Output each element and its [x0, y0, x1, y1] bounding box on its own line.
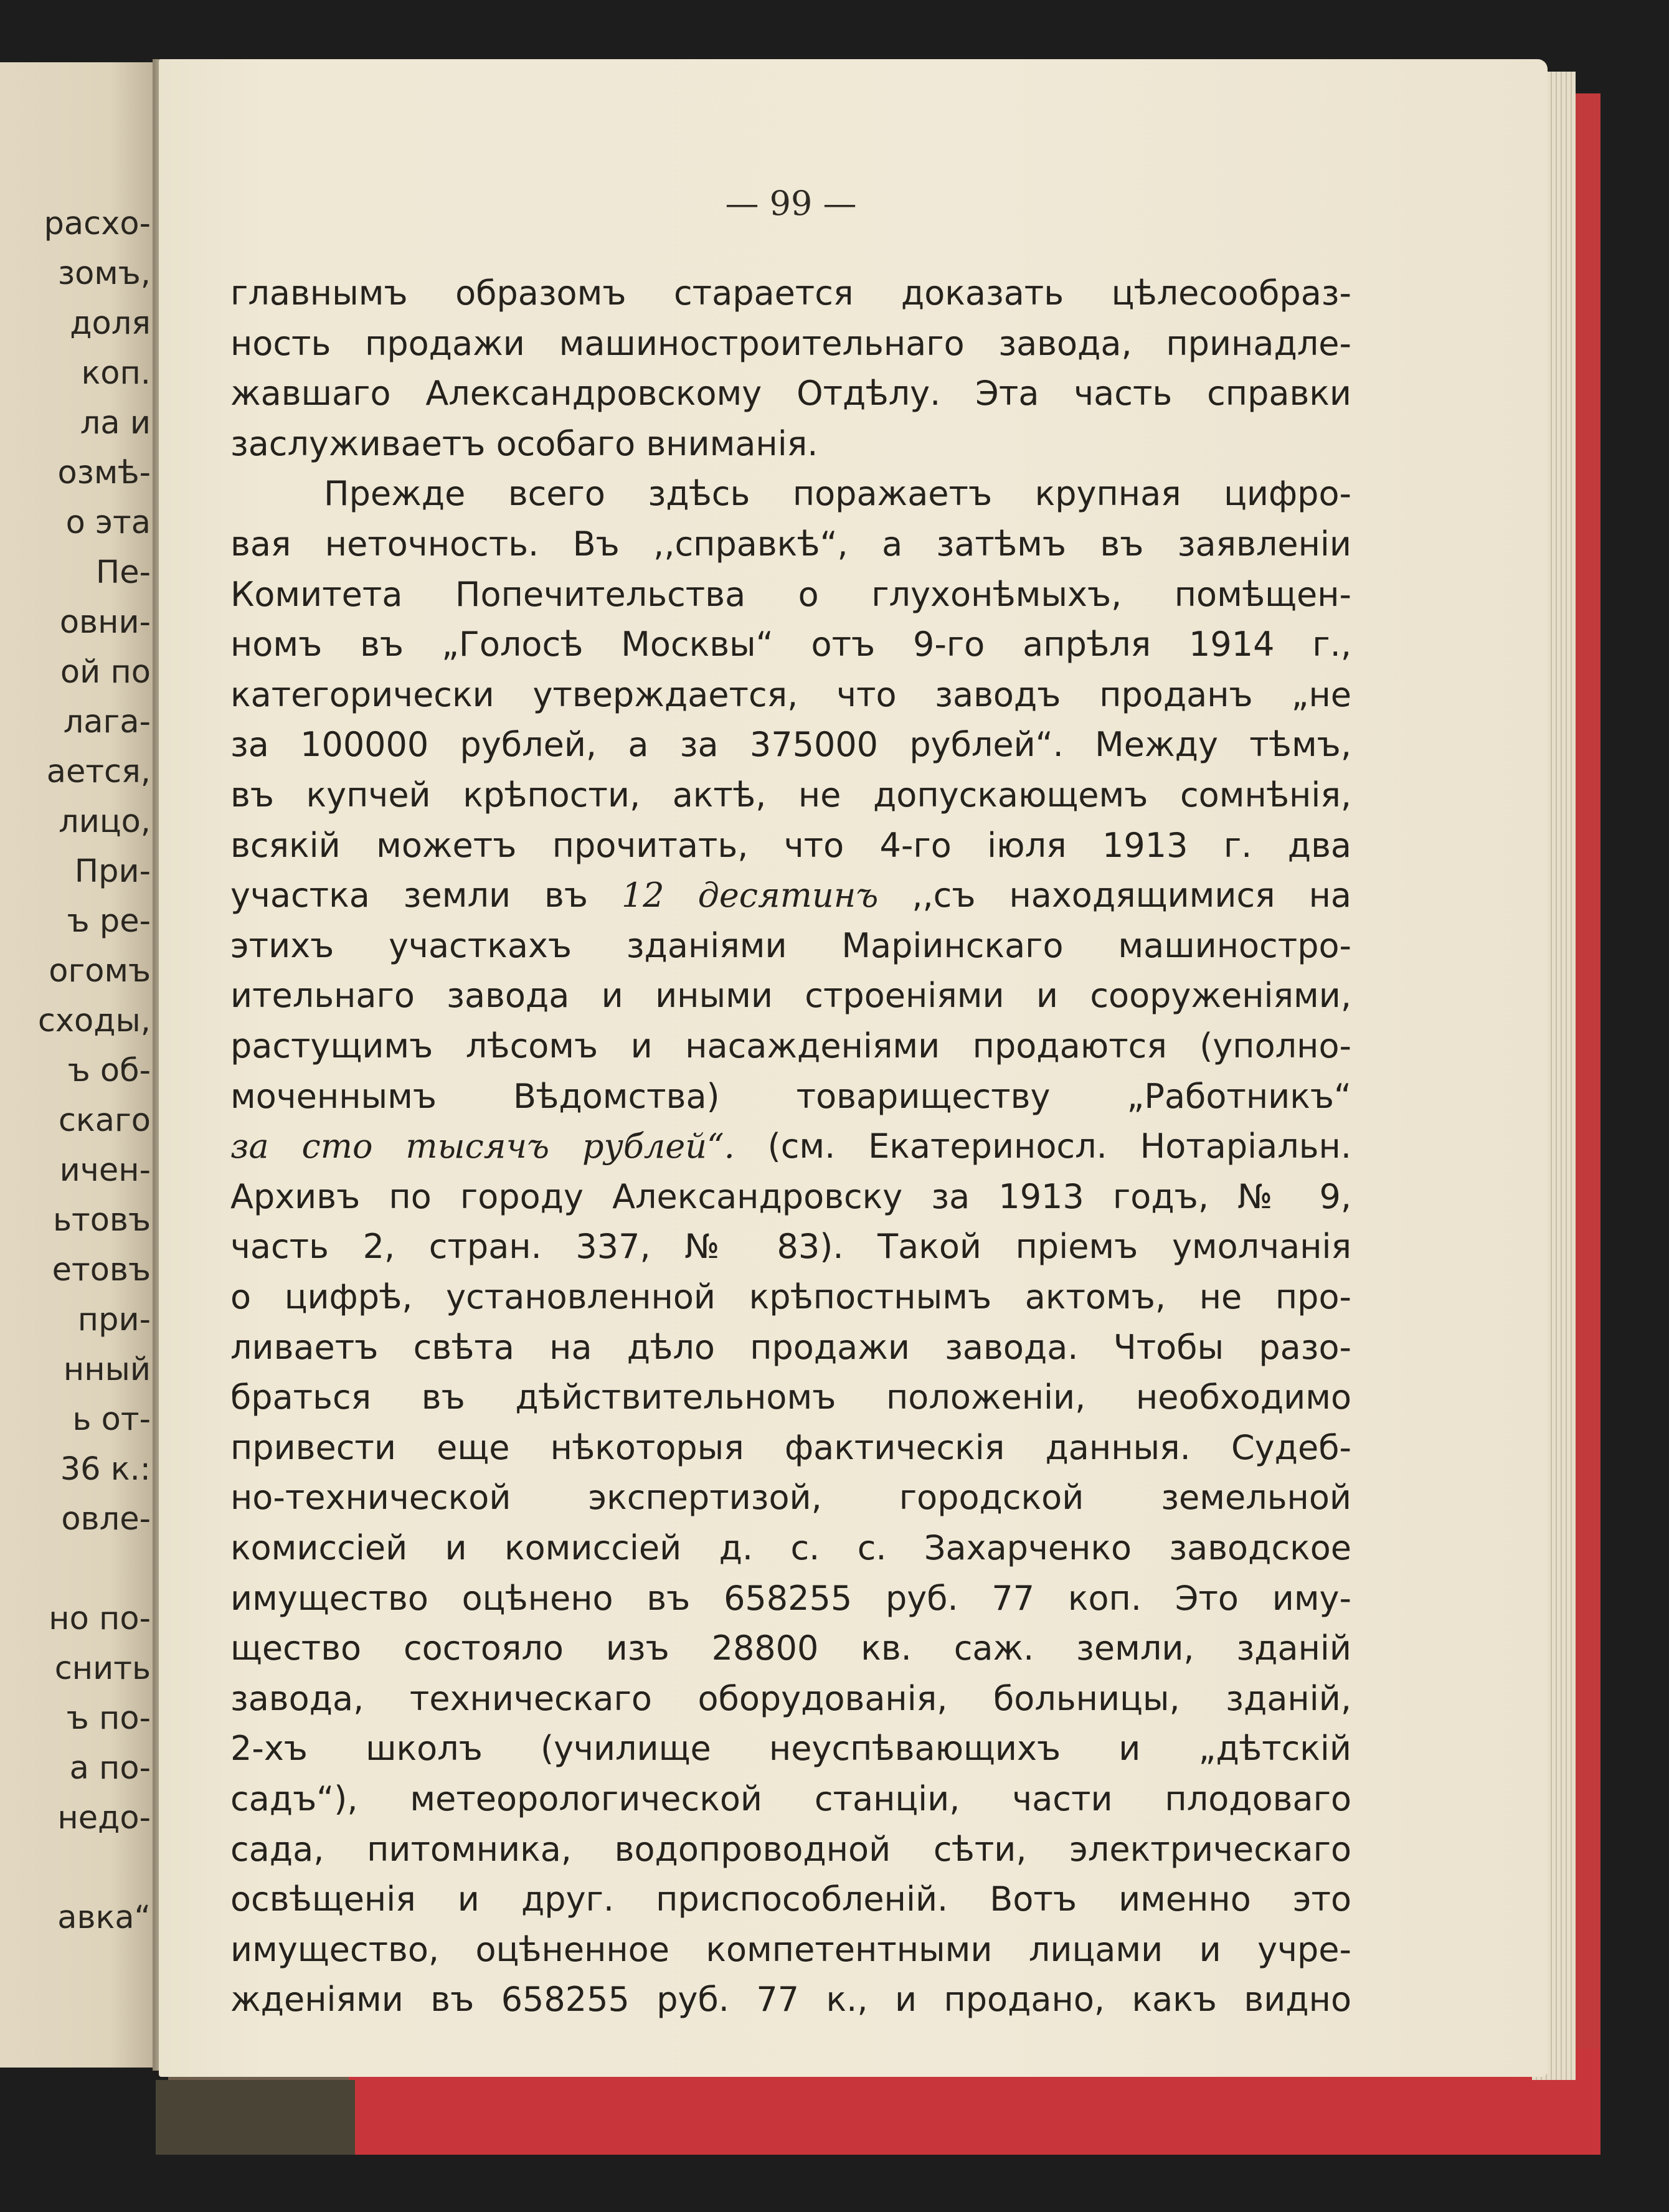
text-line: но-технической экспертизой, городской земельной	[230, 1478, 1351, 1518]
text-segment: (см. Екатериносл. Нотаріальн.	[734, 1127, 1351, 1166]
previous-page-text-fragment: а по-	[69, 1750, 151, 1787]
book-board-corner	[156, 2080, 355, 2155]
text-line: Прежде всего здѣсь поражаетъ крупная цифро-	[324, 474, 1351, 514]
text-line: категорически утверждается, что заводъ проданъ „не	[230, 674, 1351, 714]
previous-page-text-fragment: ьтовъ	[52, 1202, 151, 1239]
text-line	[230, 871, 1351, 920]
text-line: комиссіей и комиссіей д. с. с. Захарченко заводское	[230, 1528, 1351, 1567]
text-line: этихъ участкахъ зданіями Маріинскаго машиностро-	[230, 925, 1351, 965]
previous-page-text-fragment: ь от-	[72, 1401, 151, 1438]
text-line: привести еще нѣкоторыя фактическія данныя. Судеб-	[230, 1427, 1351, 1467]
previous-page-text-fragment: огомъ	[49, 953, 151, 990]
text-line: заслуживаетъ особаго вниманія.	[230, 423, 818, 463]
previous-page-text-fragment: доля	[70, 305, 151, 342]
text-line: главнымъ образомъ старается доказать цѣлесообраз-	[230, 273, 1351, 313]
previous-page-text-fragment: етовъ	[52, 1252, 151, 1288]
text-line: вая неточность. Въ ,,справкѣ“, а затѣмъ въ заявленіи	[230, 524, 1351, 564]
previous-page-text-fragment: лага-	[63, 704, 151, 740]
previous-page-text-fragment: ичен-	[59, 1152, 151, 1189]
previous-page-text-fragment: озмѣ-	[57, 455, 151, 491]
text-line: завода, техническаго оборудованія, больницы, зданій,	[230, 1678, 1351, 1718]
previous-page-text-fragment: ъ об-	[67, 1052, 151, 1089]
previous-page	[0, 62, 156, 2068]
text-line: часть 2, стран. 337, № 83). Такой пріемъ умолчанія	[230, 1227, 1351, 1267]
previous-page-text-fragment: ла и	[80, 405, 151, 442]
text-line: браться въ дѣйствительномъ положеніи, необходимо	[230, 1378, 1351, 1417]
text-line: ительнаго завода и иными строеніями и сооруженіями,	[230, 976, 1351, 1016]
text-line: Комитета Попечительства о глухонѣмыхъ, помѣщен-	[230, 574, 1351, 614]
previous-page-text-fragment: овле-	[61, 1501, 151, 1538]
text-line: Архивъ по городу Александровску за 1913 годъ, № 9,	[230, 1176, 1351, 1216]
previous-page-text-fragment: ой по	[60, 654, 151, 691]
text-line: номъ въ „Голосѣ Москвы“ отъ 9-го апрѣля 1914 г.,	[230, 625, 1351, 664]
text-line: имущество, оцѣненное компетентными лицами и учре-	[230, 1929, 1351, 1969]
previous-page-text-fragment: зомъ,	[57, 255, 151, 292]
text-line: о цифрѣ, установленной крѣпостнымъ актомъ, не про-	[230, 1277, 1351, 1316]
previous-page-text-fragment: скаго	[58, 1102, 151, 1139]
previous-page-text-fragment: недо-	[57, 1800, 151, 1836]
previous-page-text-fragment: Пе-	[95, 554, 151, 591]
text-line: сада, питомника, водопроводной сѣти, электрическаго	[230, 1829, 1351, 1869]
previous-page-text-fragment: но по-	[49, 1600, 151, 1637]
text-segment: участка земли въ	[230, 876, 622, 915]
previous-page-text-fragment: ается,	[46, 754, 151, 790]
previous-page-text-fragment: лицо,	[59, 803, 151, 840]
text-line	[230, 1122, 1351, 1171]
previous-page-text-fragment: ъ по-	[66, 1700, 151, 1737]
previous-page-text-fragment: ъ ре-	[67, 903, 151, 940]
previous-page-text-fragment: овни-	[59, 604, 151, 641]
previous-page-text-fragment: о эта	[65, 504, 151, 541]
previous-page-text-fragment: 36 к.:	[60, 1451, 151, 1488]
previous-page-text-fragment: При-	[74, 853, 151, 890]
text-line: 2-хъ школъ (училище неуспѣвающихъ и „дѣтскій	[230, 1729, 1351, 1769]
text-line: ность продажи машиностроительнаго завода, принадле-	[230, 323, 1351, 363]
italic-text-segment: за сто тысячъ рублей“.	[230, 1127, 735, 1166]
previous-page-text-fragment: при-	[77, 1302, 151, 1338]
text-line: за 100000 рублей, а за 375000 рублей“. Между тѣмъ,	[230, 725, 1351, 765]
text-line: имущество оцѣнено въ 658255 руб. 77 коп. Это иму-	[230, 1578, 1351, 1618]
previous-page-text-fragment: сходы,	[37, 1003, 151, 1039]
text-line: моченнымъ Вѣдомства) товариществу „Работникъ“	[230, 1076, 1351, 1116]
text-line: жденіями въ 658255 руб. 77 к., и продано, какъ видно	[230, 1980, 1351, 2020]
text-line: въ купчей крѣпости, актѣ, не допускающемъ сомнѣнія,	[230, 775, 1351, 815]
previous-page-text-fragment: расхо-	[44, 206, 151, 242]
previous-page-text-fragment: снить	[54, 1650, 151, 1687]
text-line: растущимъ лѣсомъ и насажденіями продаются (уполно-	[230, 1026, 1351, 1066]
text-line: освѣщенія и друг. приспособленій. Вотъ именно это	[230, 1879, 1351, 1919]
text-line: садъ“), метеорологической станціи, части плодоваго	[230, 1779, 1351, 1818]
page-number: — 99 —	[725, 184, 857, 223]
previous-page-text-fragment: нный	[63, 1351, 151, 1388]
text-line: ливаетъ свѣта на дѣло продажи завода. Чтобы разо-	[230, 1327, 1351, 1367]
text-line: щество состояло изъ 28800 кв. саж. земли, зданій	[230, 1628, 1351, 1668]
text-segment: ,,съ находящимися на	[878, 876, 1351, 915]
previous-page-text-fragment: авка“	[57, 1899, 151, 1936]
previous-page-text-fragment: коп.	[81, 355, 151, 392]
text-line: всякій можетъ прочитать, что 4-го іюля 1913 г. два	[230, 825, 1351, 865]
text-line: жавшаго Александровскому Отдѣлу. Эта часть справки	[230, 374, 1351, 414]
italic-text-segment: 12 десятинъ	[621, 876, 879, 915]
